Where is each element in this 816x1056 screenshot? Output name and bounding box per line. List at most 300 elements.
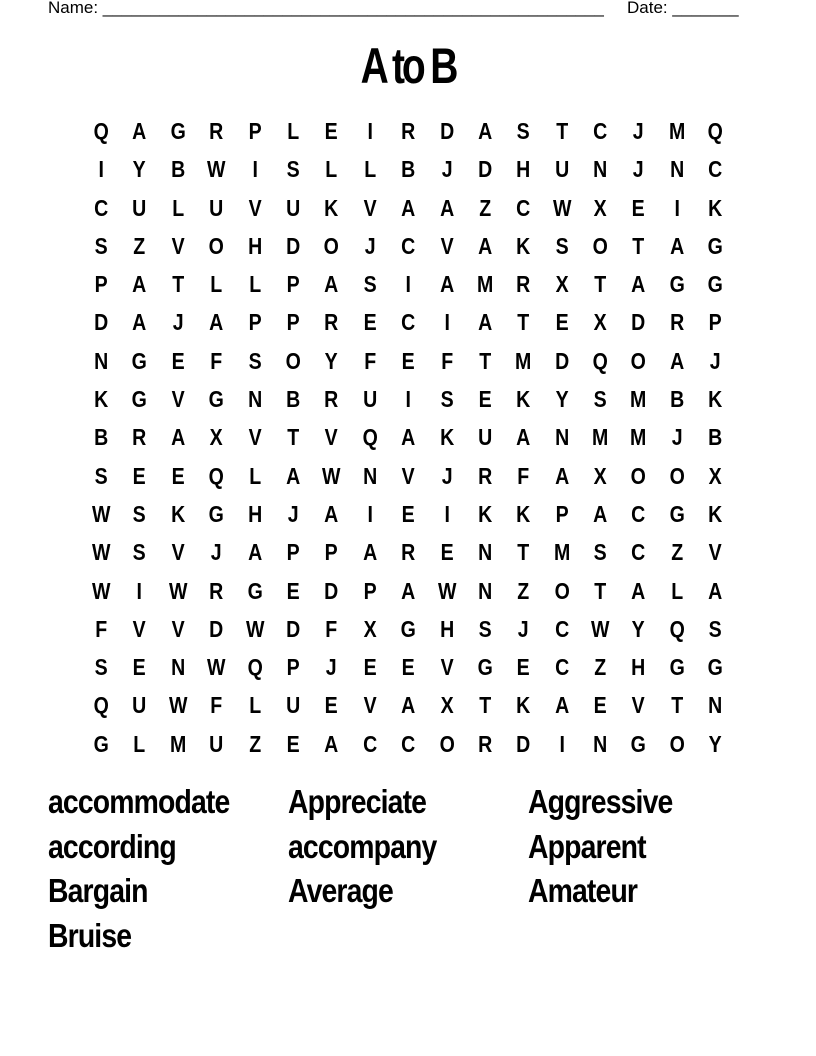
- grid-letter[interactable]: W: [207, 654, 226, 681]
- grid-letter[interactable]: B: [669, 386, 685, 413]
- grid-letter[interactable]: A: [362, 539, 377, 566]
- grid-letter[interactable]: C: [516, 194, 531, 221]
- grid-letter[interactable]: T: [287, 424, 300, 451]
- grid-letter[interactable]: U: [286, 194, 301, 221]
- grid-letter[interactable]: E: [363, 654, 377, 681]
- grid-letter[interactable]: A: [669, 347, 685, 374]
- grid-letter[interactable]: I: [405, 271, 412, 298]
- grid-letter[interactable]: C: [401, 309, 416, 336]
- grid-letter[interactable]: D: [554, 347, 569, 374]
- grid-letter[interactable]: B: [170, 156, 186, 183]
- grid-letter[interactable]: A: [631, 271, 646, 298]
- grid-letter[interactable]: X: [363, 615, 377, 642]
- grid-letter[interactable]: W: [91, 539, 111, 566]
- grid-letter[interactable]: J: [710, 347, 721, 374]
- grid-letter[interactable]: C: [401, 232, 416, 259]
- grid-letter[interactable]: W: [591, 615, 610, 642]
- grid-letter[interactable]: J: [441, 156, 453, 183]
- grid-letter[interactable]: S: [248, 347, 262, 374]
- grid-letter[interactable]: A: [669, 232, 685, 259]
- grid-letter[interactable]: Z: [517, 577, 530, 604]
- word-search-grid: [82, 112, 735, 763]
- grid-letter[interactable]: E: [171, 347, 185, 374]
- grid-letter[interactable]: S: [593, 386, 607, 413]
- grid-letter[interactable]: P: [94, 271, 108, 298]
- grid-letter[interactable]: P: [248, 118, 262, 144]
- grid-letter[interactable]: O: [592, 232, 608, 259]
- date-field[interactable]: Date: _______: [627, 0, 739, 17]
- grid-letter[interactable]: C: [401, 730, 416, 757]
- word-list-item: according: [48, 827, 176, 865]
- grid-letter[interactable]: S: [440, 386, 454, 413]
- grid-letter[interactable]: I: [405, 386, 412, 413]
- grid-letter[interactable]: G: [400, 615, 416, 642]
- grid-letter[interactable]: S: [94, 462, 108, 489]
- grid-letter[interactable]: Q: [93, 118, 109, 144]
- word-list: [48, 780, 768, 958]
- grid-letter[interactable]: P: [286, 309, 300, 336]
- grid-letter[interactable]: G: [131, 347, 148, 374]
- grid-letter[interactable]: K: [516, 386, 531, 413]
- grid-letter[interactable]: A: [132, 118, 147, 144]
- grid-letter[interactable]: A: [631, 577, 646, 604]
- grid-letter[interactable]: J: [671, 424, 683, 451]
- grid-letter[interactable]: X: [209, 424, 223, 451]
- grid-letter[interactable]: N: [554, 424, 569, 451]
- grid-letter[interactable]: G: [707, 232, 724, 259]
- grid-letter[interactable]: C: [554, 615, 569, 642]
- grid-letter[interactable]: E: [593, 692, 607, 719]
- grid-letter[interactable]: I: [443, 500, 450, 527]
- grid-letter[interactable]: C: [593, 118, 608, 144]
- grid-letter[interactable]: Z: [248, 730, 261, 757]
- grid-letter[interactable]: M: [515, 347, 532, 374]
- grid-letter[interactable]: W: [168, 577, 188, 604]
- grid-letter[interactable]: N: [593, 730, 608, 757]
- grid-letter[interactable]: G: [669, 271, 685, 298]
- word-list-item: Average: [288, 872, 393, 909]
- grid-letter[interactable]: Q: [208, 462, 224, 489]
- grid-letter[interactable]: A: [554, 462, 569, 489]
- grid-letter[interactable]: F: [363, 347, 376, 374]
- grid-letter[interactable]: M: [476, 271, 494, 298]
- grid-letter[interactable]: D: [439, 118, 454, 144]
- grid-letter[interactable]: X: [593, 462, 607, 489]
- grid-letter[interactable]: O: [285, 347, 301, 374]
- word-list-item: accompany: [288, 827, 437, 865]
- grid-letter[interactable]: T: [594, 577, 607, 604]
- grid-letter[interactable]: A: [478, 118, 493, 144]
- grid-letter[interactable]: X: [593, 194, 607, 221]
- grid-letter[interactable]: P: [363, 577, 377, 604]
- grid-letter[interactable]: V: [171, 232, 185, 259]
- grid-letter[interactable]: R: [478, 462, 493, 489]
- grid-letter[interactable]: I: [443, 309, 450, 336]
- grid-letter[interactable]: Q: [669, 615, 685, 642]
- grid-letter[interactable]: X: [593, 309, 607, 336]
- grid-letter[interactable]: I: [367, 118, 373, 144]
- grid-letter[interactable]: S: [555, 232, 569, 259]
- grid-letter[interactable]: N: [593, 156, 608, 183]
- grid-letter[interactable]: M: [553, 539, 571, 566]
- grid-letter[interactable]: A: [324, 500, 339, 527]
- grid-letter[interactable]: I: [674, 194, 680, 221]
- grid-letter[interactable]: F: [210, 692, 223, 719]
- grid-letter[interactable]: F: [440, 347, 453, 374]
- grid-letter[interactable]: G: [707, 271, 724, 298]
- grid-letter[interactable]: D: [631, 309, 646, 336]
- grid-letter[interactable]: P: [325, 539, 339, 566]
- grid-letter[interactable]: A: [170, 424, 186, 451]
- grid-letter[interactable]: G: [631, 730, 647, 757]
- grid-letter[interactable]: Y: [708, 730, 722, 757]
- grid-letter[interactable]: V: [171, 386, 185, 413]
- grid-letter[interactable]: U: [286, 692, 301, 719]
- grid-letter[interactable]: N: [94, 347, 109, 374]
- grid-letter[interactable]: E: [401, 347, 415, 374]
- grid-letter[interactable]: A: [478, 309, 493, 336]
- grid-letter[interactable]: C: [554, 654, 569, 681]
- grid-letter[interactable]: A: [401, 424, 416, 451]
- grid-letter[interactable]: P: [286, 271, 300, 298]
- grid-letter[interactable]: A: [401, 577, 416, 604]
- grid-letter[interactable]: R: [209, 118, 224, 144]
- grid-letter[interactable]: E: [516, 654, 531, 681]
- grid-letter[interactable]: W: [437, 577, 456, 604]
- grid-letter[interactable]: L: [287, 118, 300, 144]
- grid-letter[interactable]: E: [555, 309, 569, 336]
- grid-letter[interactable]: F: [95, 615, 108, 642]
- grid-letter[interactable]: T: [632, 232, 645, 259]
- grid-letter[interactable]: S: [94, 232, 108, 259]
- grid-letter[interactable]: K: [516, 500, 531, 527]
- grid-letter[interactable]: K: [708, 194, 723, 221]
- grid-letter[interactable]: U: [209, 730, 224, 757]
- grid-letter[interactable]: U: [209, 194, 224, 221]
- grid-letter[interactable]: R: [132, 424, 147, 451]
- grid-letter[interactable]: M: [592, 424, 609, 451]
- grid-letter[interactable]: V: [363, 194, 377, 221]
- grid-letter[interactable]: V: [440, 232, 454, 259]
- grid-letter[interactable]: V: [171, 615, 185, 642]
- grid-letter[interactable]: R: [478, 730, 493, 757]
- grid-letter[interactable]: D: [286, 615, 301, 642]
- grid-letter[interactable]: C: [631, 539, 646, 566]
- grid-letter[interactable]: G: [208, 386, 224, 413]
- grid-letter[interactable]: A: [132, 271, 147, 298]
- grid-letter[interactable]: E: [133, 462, 147, 489]
- grid-letter[interactable]: J: [172, 309, 184, 336]
- grid-letter[interactable]: K: [170, 500, 186, 527]
- grid-letter[interactable]: Q: [707, 118, 724, 144]
- grid-letter[interactable]: S: [593, 539, 607, 566]
- grid-letter[interactable]: B: [401, 156, 416, 183]
- grid-letter[interactable]: H: [631, 654, 646, 681]
- grid-letter[interactable]: E: [325, 118, 339, 144]
- grid-letter[interactable]: L: [248, 462, 261, 489]
- grid-letter[interactable]: U: [132, 194, 147, 221]
- grid-letter[interactable]: T: [517, 539, 530, 566]
- grid-letter[interactable]: K: [516, 692, 531, 719]
- grid-letter[interactable]: J: [287, 500, 299, 527]
- grid-letter[interactable]: O: [631, 462, 647, 489]
- grid-letter[interactable]: N: [170, 654, 186, 681]
- grid-letter[interactable]: A: [554, 692, 569, 719]
- grid-letter[interactable]: Q: [362, 424, 378, 451]
- grid-letter[interactable]: O: [323, 232, 340, 259]
- grid-letter[interactable]: M: [630, 386, 647, 413]
- grid-letter[interactable]: P: [555, 500, 569, 527]
- grid-letter[interactable]: Y: [555, 386, 569, 413]
- grid-letter[interactable]: J: [441, 462, 453, 489]
- grid-letter[interactable]: J: [364, 232, 376, 259]
- grid-letter[interactable]: R: [324, 386, 339, 413]
- grid-letter[interactable]: S: [133, 539, 147, 566]
- grid-letter[interactable]: I: [559, 730, 565, 757]
- grid-letter[interactable]: H: [516, 156, 531, 183]
- grid-letter[interactable]: N: [669, 156, 685, 183]
- grid-letter[interactable]: F: [325, 615, 338, 642]
- grid-letter[interactable]: X: [708, 462, 722, 489]
- grid-letter[interactable]: S: [516, 118, 531, 144]
- grid-letter[interactable]: C: [362, 730, 377, 757]
- grid-letter[interactable]: Q: [93, 692, 109, 719]
- grid-letter[interactable]: G: [93, 730, 109, 757]
- grid-letter[interactable]: D: [324, 577, 339, 604]
- grid-letter[interactable]: S: [363, 271, 377, 298]
- grid-letter[interactable]: V: [440, 654, 454, 681]
- grid-letter[interactable]: Y: [133, 156, 147, 183]
- grid-letter[interactable]: A: [401, 692, 416, 719]
- grid-letter[interactable]: N: [708, 692, 723, 719]
- grid-letter[interactable]: K: [439, 424, 454, 451]
- grid-letter[interactable]: S: [286, 156, 300, 183]
- grid-letter[interactable]: W: [168, 692, 188, 719]
- grid-letter[interactable]: A: [439, 194, 454, 221]
- grid-letter[interactable]: M: [169, 730, 187, 757]
- grid-letter[interactable]: E: [401, 654, 415, 681]
- grid-letter[interactable]: H: [247, 500, 262, 527]
- grid-letter[interactable]: N: [478, 539, 493, 566]
- grid-letter[interactable]: C: [708, 156, 723, 183]
- grid-letter[interactable]: G: [170, 118, 186, 144]
- grid-letter[interactable]: D: [286, 232, 301, 259]
- grid-letter[interactable]: A: [132, 309, 147, 336]
- grid-letter[interactable]: D: [478, 156, 493, 183]
- grid-letter[interactable]: A: [593, 500, 608, 527]
- grid-letter[interactable]: G: [208, 500, 224, 527]
- grid-letter[interactable]: L: [248, 692, 261, 719]
- grid-letter[interactable]: T: [479, 692, 492, 719]
- grid-letter[interactable]: F: [210, 347, 223, 374]
- grid-letter[interactable]: A: [708, 577, 723, 604]
- grid-letter[interactable]: I: [98, 156, 104, 183]
- grid-letter[interactable]: Z: [133, 232, 146, 259]
- grid-letter[interactable]: J: [326, 654, 337, 681]
- grid-letter[interactable]: W: [245, 615, 264, 642]
- grid-letter[interactable]: P: [248, 309, 262, 336]
- grid-letter[interactable]: N: [362, 462, 377, 489]
- grid-letter[interactable]: J: [518, 615, 529, 642]
- grid-letter[interactable]: Q: [592, 347, 608, 374]
- grid-letter[interactable]: X: [440, 692, 454, 719]
- grid-letter[interactable]: Q: [247, 654, 263, 681]
- grid-letter[interactable]: L: [171, 194, 184, 221]
- grid-letter[interactable]: V: [708, 539, 722, 566]
- grid-letter[interactable]: V: [401, 462, 415, 489]
- grid-letter[interactable]: F: [517, 462, 530, 489]
- grid-letter[interactable]: L: [210, 271, 223, 298]
- grid-letter[interactable]: V: [248, 194, 262, 221]
- grid-letter[interactable]: S: [94, 654, 108, 681]
- grid-letter[interactable]: G: [131, 386, 148, 413]
- grid-letter[interactable]: I: [252, 156, 258, 183]
- grid-letter[interactable]: K: [94, 386, 109, 413]
- grid-letter[interactable]: O: [669, 730, 685, 757]
- grid-letter[interactable]: K: [708, 386, 723, 413]
- grid-letter[interactable]: A: [401, 194, 416, 221]
- grid-letter[interactable]: J: [210, 539, 222, 566]
- grid-letter[interactable]: E: [478, 386, 492, 413]
- grid-letter[interactable]: L: [133, 730, 146, 757]
- grid-letter[interactable]: D: [516, 730, 531, 757]
- grid-letter[interactable]: R: [669, 309, 685, 336]
- grid-letter[interactable]: K: [516, 232, 531, 259]
- grid-letter[interactable]: W: [91, 500, 111, 527]
- grid-letter[interactable]: P: [286, 539, 300, 566]
- word-list-item: Amateur: [528, 872, 638, 909]
- grid-letter[interactable]: A: [324, 271, 339, 298]
- grid-letter[interactable]: S: [478, 615, 492, 642]
- grid-letter[interactable]: G: [669, 500, 685, 527]
- name-field[interactable]: Name: _____________________________________________________: [48, 0, 604, 17]
- grid-letter[interactable]: R: [324, 309, 339, 336]
- grid-letter[interactable]: E: [171, 462, 185, 489]
- grid-letter[interactable]: G: [247, 577, 263, 604]
- grid-letter[interactable]: E: [440, 539, 454, 566]
- page-title: A to B: [360, 38, 456, 94]
- word-list-item: Bruise: [48, 916, 132, 954]
- grid-letter[interactable]: E: [363, 309, 377, 336]
- grid-letter[interactable]: M: [668, 118, 686, 144]
- grid-letter[interactable]: V: [171, 539, 185, 566]
- grid-letter[interactable]: T: [594, 271, 607, 298]
- grid-letter[interactable]: J: [633, 118, 645, 144]
- grid-letter[interactable]: K: [478, 500, 493, 527]
- grid-letter[interactable]: T: [555, 118, 568, 144]
- grid-letter[interactable]: L: [363, 156, 376, 183]
- grid-letter[interactable]: E: [286, 730, 300, 757]
- grid-letter[interactable]: U: [554, 156, 569, 183]
- grid-letter[interactable]: U: [362, 386, 377, 413]
- grid-letter[interactable]: E: [286, 577, 300, 604]
- grid-letter[interactable]: M: [630, 424, 647, 451]
- grid-letter[interactable]: V: [325, 424, 339, 451]
- grid-letter[interactable]: A: [324, 730, 339, 757]
- grid-letter[interactable]: L: [671, 577, 684, 604]
- grid-letter[interactable]: V: [363, 692, 377, 719]
- word-list-item: accommodate: [48, 783, 230, 820]
- grid-letter[interactable]: Y: [632, 615, 646, 642]
- grid-letter[interactable]: V: [133, 615, 147, 642]
- grid-letter[interactable]: T: [517, 309, 530, 336]
- grid-letter[interactable]: X: [555, 271, 569, 298]
- grid-letter[interactable]: C: [631, 500, 646, 527]
- grid-letter[interactable]: E: [325, 692, 339, 719]
- grid-letter[interactable]: H: [439, 615, 454, 642]
- grid-letter[interactable]: V: [632, 692, 646, 719]
- grid-letter[interactable]: K: [708, 500, 723, 527]
- grid-letter[interactable]: L: [248, 271, 261, 298]
- grid-letter[interactable]: W: [91, 577, 111, 604]
- grid-letter[interactable]: R: [516, 271, 531, 298]
- grid-letter[interactable]: V: [248, 424, 262, 451]
- grid-letter[interactable]: P: [286, 654, 300, 681]
- grid-letter[interactable]: Z: [479, 194, 492, 221]
- grid-letter[interactable]: L: [325, 156, 338, 183]
- grid-letter[interactable]: R: [401, 118, 416, 144]
- grid-letter[interactable]: K: [324, 194, 339, 221]
- grid-letter[interactable]: B: [708, 424, 723, 451]
- grid-letter[interactable]: T: [171, 271, 184, 298]
- grid-letter[interactable]: A: [209, 309, 224, 336]
- grid-letter[interactable]: O: [669, 462, 685, 489]
- grid-letter[interactable]: P: [708, 309, 722, 336]
- grid-letter[interactable]: A: [247, 539, 262, 566]
- grid-letter[interactable]: Z: [594, 654, 607, 681]
- grid-letter[interactable]: D: [94, 309, 109, 336]
- grid-letter[interactable]: W: [322, 462, 341, 489]
- grid-letter[interactable]: J: [633, 156, 645, 183]
- grid-letter[interactable]: U: [478, 424, 493, 451]
- grid-letter[interactable]: O: [439, 730, 455, 757]
- grid-letter[interactable]: D: [209, 615, 224, 642]
- grid-letter[interactable]: A: [439, 271, 454, 298]
- grid-letter[interactable]: E: [133, 654, 147, 681]
- grid-letter[interactable]: O: [208, 232, 224, 259]
- grid-letter[interactable]: U: [132, 692, 147, 719]
- grid-letter[interactable]: B: [94, 424, 109, 451]
- grid-letter[interactable]: G: [477, 654, 493, 681]
- grid-letter[interactable]: W: [552, 194, 572, 221]
- grid-letter[interactable]: Y: [325, 347, 339, 374]
- grid-letter[interactable]: A: [516, 424, 531, 451]
- grid-letter[interactable]: Z: [671, 539, 684, 566]
- grid-letter[interactable]: T: [671, 692, 684, 719]
- grid-letter[interactable]: O: [631, 347, 647, 374]
- grid-letter[interactable]: N: [247, 386, 262, 413]
- grid-letter[interactable]: A: [286, 462, 301, 489]
- grid-letter[interactable]: I: [367, 500, 373, 527]
- grid-letter[interactable]: W: [207, 156, 226, 183]
- grid-letter[interactable]: T: [479, 347, 492, 374]
- grid-letter[interactable]: S: [133, 500, 147, 527]
- grid-letter[interactable]: E: [632, 194, 646, 221]
- grid-letter[interactable]: N: [478, 577, 493, 604]
- grid-letter[interactable]: H: [247, 232, 262, 259]
- grid-letter[interactable]: S: [708, 615, 722, 642]
- grid-letter[interactable]: A: [478, 232, 493, 259]
- grid-letter[interactable]: I: [136, 577, 143, 604]
- grid-letter[interactable]: R: [401, 539, 416, 566]
- grid-letter[interactable]: G: [669, 654, 685, 681]
- grid-letter[interactable]: R: [209, 577, 224, 604]
- grid-letter[interactable]: B: [286, 386, 301, 413]
- grid-letter[interactable]: G: [707, 654, 724, 681]
- grid-letter[interactable]: C: [94, 194, 109, 221]
- grid-letter[interactable]: E: [401, 500, 415, 527]
- grid-letter[interactable]: O: [554, 577, 570, 604]
